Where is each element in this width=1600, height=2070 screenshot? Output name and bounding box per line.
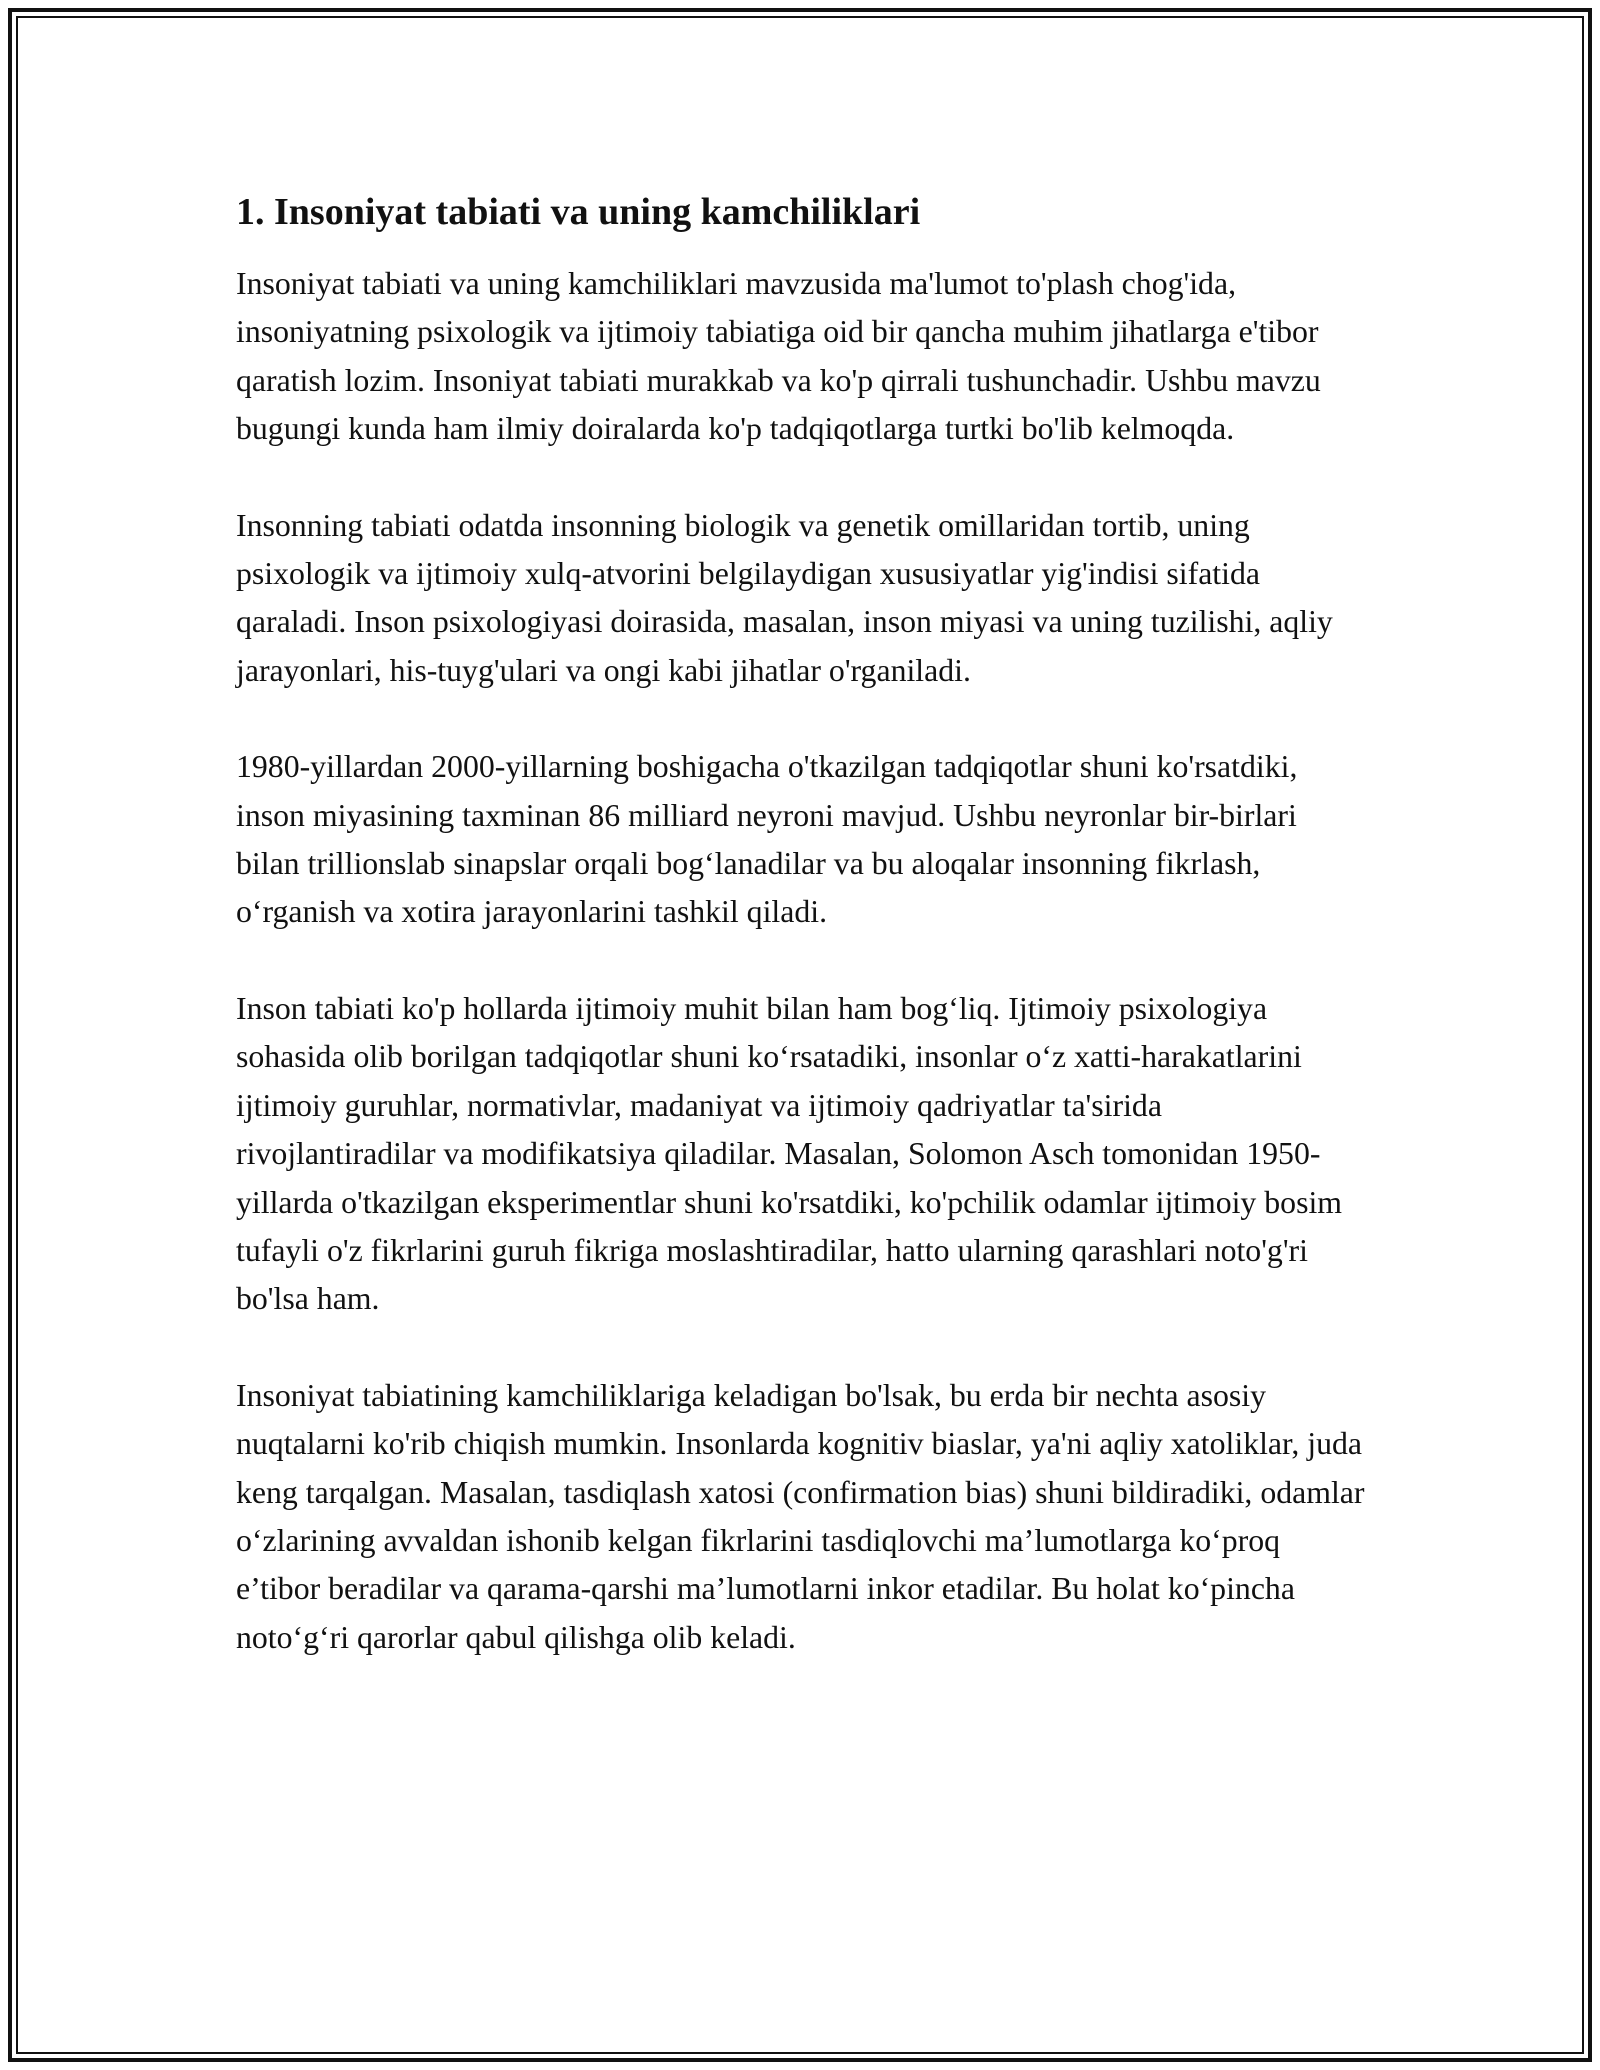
paragraph-neurons: 1980-yillardan 2000-yillarning boshigacha o'tkazilgan tadqiqotlar shuni ko'rsatdiki, inson miyasining taxminan 86 milliard neyroni mavjud. Ushbu neyronlar bir-birlari bilan trillionslab sinapslar orqali bog‘lanadilar va bu aloqalar insonning fikrlash, o‘rganish va xotira jarayonlarini tashkil qiladi. bbox=[236, 749, 1298, 930]
document-body bbox=[236, 188, 1366, 1662]
paragraph-intro: Insoniyat tabiati va uning kamchiliklari mavzusida ma'lumot to'plash chog'ida, insoniyatning psixologik va ijtimoiy tabiatiga oid bir qancha muhim jihatlarga e'tibor qaratish lozim. Insoniyat tabiati murakkab va ko'p qirrali tushunchadir. Ushbu mavzu bugungi kunda ham ilmiy doiralarda ko'p tadqiqotlarga turtki bo'lib kelmoqda. bbox=[236, 266, 1321, 447]
paragraph-biology: Insonning tabiati odatda insonning biologik va genetik omillaridan tortib, uning psixologik va ijtimoiy xulq-atvorini belgilaydigan xususiyatlar yig'indisi sifatida qaraladi. Inson psixologiyasi doirasida, masalan, inson miyasi va uning tuzilishi, aqliy jarayonlari, his-tuyg'ulari va ongi kabi jihatlar o'rganiladi. bbox=[236, 507, 1333, 688]
paragraph-social: Inson tabiati ko'p hollarda ijtimoiy muhit bilan ham bog‘liq. Ijtimoiy psixologiya sohasida olib borilgan tadqiqotlar shuni ko‘rsatadiki, insonlar o‘z xatti-harakatlarini ijtimoiy guruhlar, normativlar, madaniyat va ijtimoiy qadriyatlar ta'sirida rivojlantiradilar va modifikatsiya qiladilar. Masalan, Solomon Asch tomonidan 1950-yillarda o'tkazilgan eksperimentlar shuni ko'rsatdiki, ko'pchilik odamlar ijtimoiy bosim tufayli o'z fikrlarini guruh fikriga moslashtiradilar, hatto ularning qarashlari noto'g'ri bo'lsa ham. bbox=[236, 990, 1343, 1317]
paragraph-biases: Insoniyat tabiatining kamchiliklariga keladigan bo'lsak, bu erda bir nechta asosiy nuqtalarni ko'rib chiqish mumkin. Insonlarda kognitiv biaslar, ya'ni aqliy xatoliklar, juda keng tarqalgan. Masalan, tasdiqlash xatosi (confirmation bias) shuni bildiradiki, odamlar o‘zlarining avvaldan ishonib kelgan fikrlarini tasdiqlovchi ma’lumotlarga ko‘proq e’tibor beradilar va qarama-qarshi ma’lumotlarni inkor etadilar. Bu holat ko‘pincha noto‘g‘ri qarorlar qabul qilishga olib keladi. bbox=[236, 1377, 1365, 1655]
section-heading: 1. Insoniyat tabiati va uning kamchiliklari bbox=[236, 191, 921, 233]
